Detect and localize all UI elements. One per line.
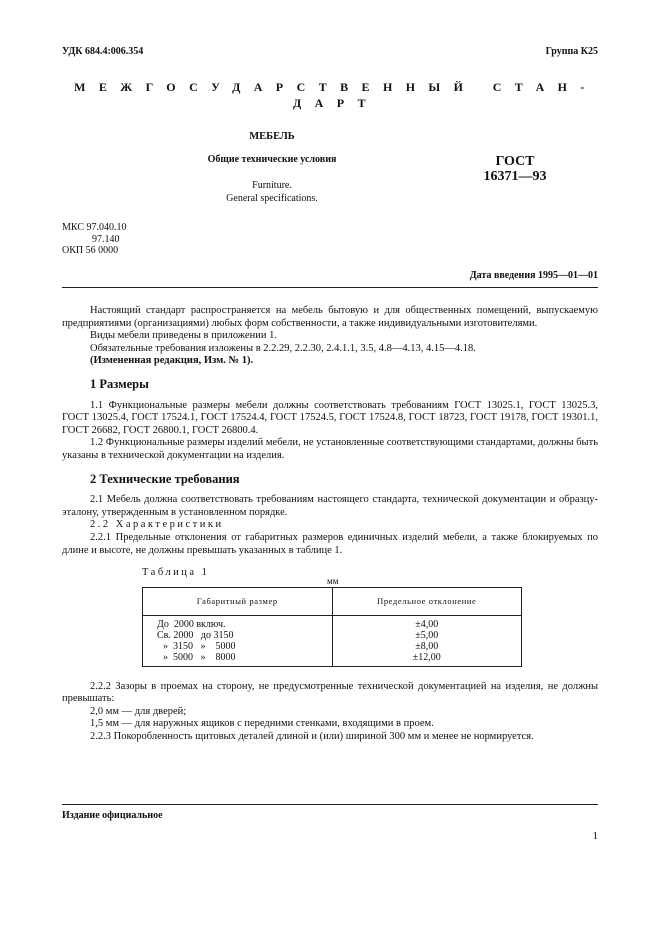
table-cell: До 2000 включ. xyxy=(157,618,226,630)
intro-date: Дата введения 1995—01—01 xyxy=(469,270,598,281)
table-caption-row xyxy=(142,567,522,587)
table-caption: Таблица 1 xyxy=(142,567,210,579)
table-cell: » 5000 » 8000 xyxy=(163,651,236,663)
body-paragraph: 2.2.3 Покоробленность щитовых деталей длиной и (или) шириной 300 мм и менее не нормируется. xyxy=(90,731,534,743)
body-paragraph: 2,0 мм — для дверей; xyxy=(90,705,187,717)
page-number: 1 xyxy=(592,830,598,842)
english-title xyxy=(62,180,482,205)
table-header-cell: Предельное отклонение xyxy=(332,588,522,616)
okp-code: ОКП 56 0000 xyxy=(62,245,119,256)
edition-note: Издание официальное xyxy=(62,810,163,821)
standard-type-line2: ДАРТ xyxy=(292,96,379,110)
subsection-title: 2.2 Характеристики xyxy=(90,519,224,531)
intro-paragraph: Обязательные требования изложены в 2.2.29, 2.2.30, 2.4.1.1, 3.5, 4.8—4.13, 4.15—4.18. xyxy=(90,342,476,354)
table-cell: ±5,00 xyxy=(415,629,439,641)
body-paragraph: 1.2 Функциональные размеры изделий мебели, не установленные соответствующими стандартами, должны быть указаны в технической документации на изделия. xyxy=(62,437,598,461)
table-cell: Св. 2000 до 3150 xyxy=(157,629,234,641)
section-heading: 1 Размеры xyxy=(90,376,149,391)
gost-designation xyxy=(470,154,560,185)
english-title-line1: Furniture. xyxy=(252,180,292,191)
table-unit: мм xyxy=(327,576,339,587)
size-column xyxy=(143,615,333,666)
body-paragraph: 2.2.2 Зазоры в проемах на сторону, не предусмотренные технической документацией на изделия, не должны превышать: xyxy=(62,680,598,705)
intro-paragraph: Виды мебели приведены в приложении 1. xyxy=(90,330,277,342)
table-cell: » 3150 » 5000 xyxy=(163,640,236,652)
body-paragraph: 2.2.1 Предельные отклонения от габаритных размеров единичных изделий мебели, а также блокируемых по длине и высоте, не должны превышать указанных в таблице 1. xyxy=(62,531,598,556)
table-header-row xyxy=(143,588,522,616)
table-cell: ±8,00 xyxy=(415,640,439,652)
gost-number: 16371—93 xyxy=(483,169,547,185)
footer-divider xyxy=(62,804,598,805)
mks-code: МКС 97.040.10 xyxy=(62,222,127,233)
table-cell: ±12,00 xyxy=(412,651,441,663)
standard-type-heading xyxy=(62,80,598,111)
english-title-line2: General specifications. xyxy=(226,192,318,204)
mks-code-2: 97.140 xyxy=(92,233,120,245)
table-cell: ±4,00 xyxy=(415,618,439,630)
deviation-column xyxy=(332,615,522,666)
amendment-note: (Измененная редакция, Изм. № 1). xyxy=(90,355,254,367)
standard-type-line1: МЕЖГОСУДАРСТВЕННЫЙ СТАН- xyxy=(74,80,598,94)
document-subtitle: Общие технические условия xyxy=(207,154,337,165)
udk-code: УДК 684.4:006.354 xyxy=(62,46,144,57)
group-code: Группа К25 xyxy=(545,46,598,57)
section-heading: 2 Технические требования xyxy=(90,471,240,486)
deviation-table xyxy=(142,587,522,667)
intro-paragraph: Настоящий стандарт распространяется на мебель бытовую и для общественных помещений, выпускаемую предприятиями (организациями) любых форм собственности, а также индивидуальными изготовителями. xyxy=(62,305,598,329)
body-paragraph: 1,5 мм — для наружных ящиков с передними стенками, входящими в проем. xyxy=(90,718,434,730)
table-row xyxy=(143,615,522,666)
document-title: МЕБЕЛЬ xyxy=(249,131,295,142)
classification-codes xyxy=(62,222,126,257)
header-divider xyxy=(62,287,598,288)
body-paragraph: 2.1 Мебель должна соответствовать требованиям настоящего стандарта, технической документации и образцу-эталону, утвержденным в установленном порядке. xyxy=(62,494,598,518)
table-header-cell: Габаритный размер xyxy=(143,588,333,616)
gost-label: ГОСТ xyxy=(495,154,535,169)
body-paragraph: 1.1 Функциональные размеры мебели должны соответствовать требованиям ГОСТ 13025.1, ГОСТ 13025.3, ГОСТ 13025.4, ГОСТ 17524.1, ГОСТ 17524.4, ГОСТ 17524.5, ГОСТ 17524.8, ГОСТ 18723, ГОСТ 19178, ГОСТ 19301.1, ГОСТ 26682, ГОСТ 26800.1, ГОСТ 26800.4. xyxy=(62,399,598,436)
document-body xyxy=(62,305,598,744)
